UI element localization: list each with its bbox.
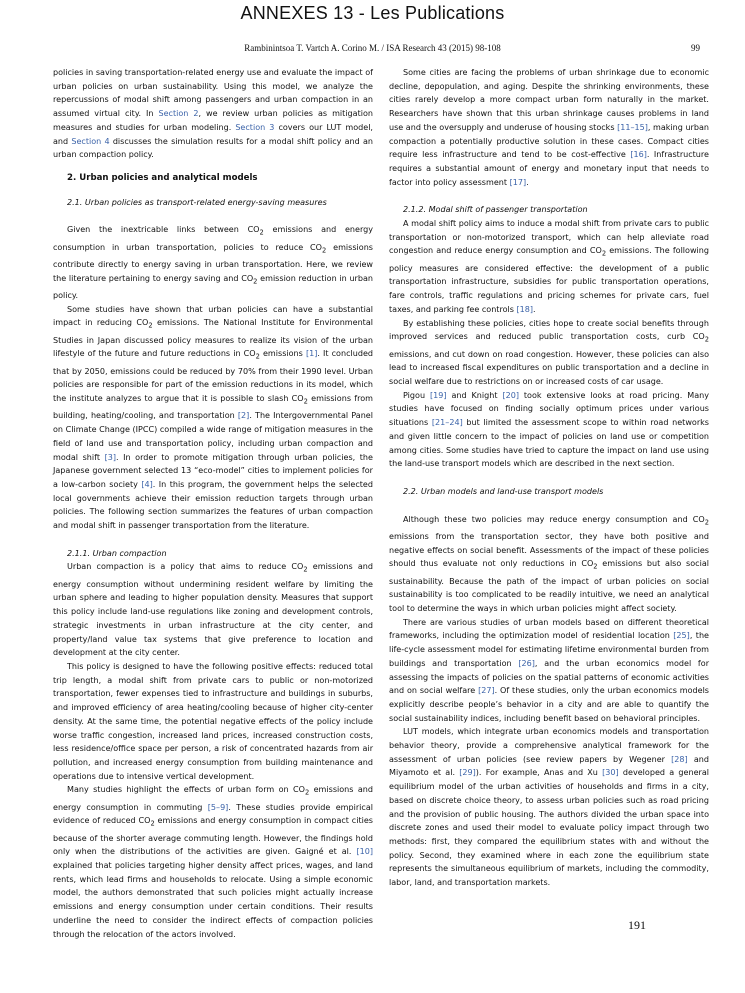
subscript: 2 <box>259 228 264 237</box>
citation-link[interactable]: [27] <box>478 686 495 696</box>
subsection-heading: 2.1. Urban policies as transport-related energy-saving measures <box>67 197 327 207</box>
citation-link[interactable]: [28] <box>671 754 688 764</box>
paragraph: LUT models, which integrate urban economics models and transportation behavior theory, provide a comprehensive analytical framework for the assessment of urban policies (see review papers by Wegener [28] and Miyamoto et al. [29]). For example, Anas and Xu [30] developed a general equilibrium model of the urban activities of households and firms in a city, based on discrete choice theory, to assess urban policies such as road pricing and the provision of public housing. The authors divided the urban space into discrete zones and used their model to evaluate policy impact through two methods: first, they compared the equilibrium states with and without the policy. Second, they examined where in each zone the equilibrium state represents the simultaneous equilibrium of markets, including the commodity, labor, land, and transportation markets. <box>389 727 709 888</box>
citation-link[interactable]: [3] <box>104 452 116 462</box>
footer-page-number: 191 <box>628 918 646 932</box>
paragraph: Pigou [19] and Knight [20] took extensive looks at road pricing. Many studies have focused on finding socially optimum prices under various situations [21–24] but limited the assessment scope to within road networks and given little concern to the impact of policies on land use or competition among cities. Some studies have tried to capture the impact on land use using the land-use transport models which are described in the next section. <box>389 390 709 469</box>
subscript: 2 <box>704 518 709 527</box>
running-head: Rambinintsoa T. Vartch A. Corino M. / ISA Research 43 (2015) 98-108 <box>244 43 501 53</box>
paragraph: This policy is designed to have the following positive effects: reduced total trip length, a modal shift from private cars to public or non-motorized transportation, fewer expenses tied to infrastructure and buildings in suburbs, and improved efficiency of area heating/cooling because of higher city-center density. At the same time, the potential negative effects of the policy include worse traffic congestion, increased land prices, increased construction costs, less residence/office space per person, a risk of concentrated hazards from air pollution, and increased energy consumption from building maintenance and operations due to intensive vertical development. <box>53 661 373 781</box>
citation-link[interactable]: Section 3 <box>235 122 275 132</box>
paragraph: Given the inextricable links between $CO_2$ emissions and energy consumption in urban transportation, policies to reduce $CO_2$ emissions contribute directly to energy saving in urban transportation. Here, we review the literature pertaining to energy saving and $CO_2$ emission reduction in urban policy. <box>53 225 373 300</box>
paragraph: By establishing these policies, cities hope to create social benefits through improved services and reduced public transportation costs, curb $CO_2$ emissions, and cut down on road congestion. However, these policies can also lead to increased fiscal expenditures on public transportation and a decline in social welfare due to restrictions on or increased costs of car usage. <box>389 318 709 386</box>
citation-link[interactable]: [18] <box>516 304 534 314</box>
citation-link[interactable]: [19] <box>429 390 447 400</box>
paragraph: Some studies have shown that urban policies can have a substantial impact in reducing $CO_2$ emissions. The National Institute for Environmental Studies in Japan discussed policy measures to realize its vision of the urban lifestyle of the future and future reductions in $CO_2$ emissions [1]. It concluded that by 2050, emissions could be reduced by 70% from their 1990 level. Urban policies are responsible for part of the emission reductions in its model, which the institute analyzes to argue that it is possible to slash $CO_2$ emissions from building, heating/cooling, and transportation [2]. The Intergovernmental Panel on Climate Change (IPCC) compiled a wide range of mitigation measures in the field of land use and transportation policy, including urban compaction and modal shift [3]. In order to promote mitigation through urban policies, the Japanese government selected 13 “eco-model” cities to implement policies for a low-carbon society [4]. In this program, the government helps the selected local governments achieve their emission reduction targets through urban policies. The following section summarizes the features of urban compaction and modal shift in passenger transportation from the literature. <box>53 304 374 531</box>
page-title: ANNEXES 13 - Les Publications <box>240 3 505 23</box>
paragraph: Many studies highlight the effects of urban form on $CO_2$ emissions and energy consumption in commuting [5–9]. These studies provide empirical evidence of reduced $CO_2$ emissions and energy consumption in compact cities because of the shorter average commuting length. However, the findings hold only when the distributions of the activities are given. Gaigné et al. [10] explained that policies targeting higher density affect prices, wages, and land rents, which lead firms and households to relocate. Using a simple economic model, the authors demonstrated that such policies might actually increase emissions and energy consumption under certain conditions. Their results underline the need to consider the indirect effects of compaction policies through the relocation of the actors involved. <box>53 785 373 939</box>
paragraph: Although these two policies may reduce energy consumption and $CO_2$ emissions from the transportation sector, they have both positive and negative effects on social benefit. Assessments of the impact of these policies should thus evaluate not only reductions in $CO_2$ emissions but also social sustainability. Because the path of the impact of urban policies on social sustainability is too complicated to be readily intuitive, we need an analytical tool to determine the ways in which urban policies might affect society. <box>389 514 709 614</box>
subscript: 2 <box>322 246 327 255</box>
citation-link[interactable]: [30] <box>602 768 619 778</box>
paragraph: Urban compaction is a policy that aims to reduce $CO_2$ emissions and energy consumption without undermining resident welfare by limiting the urban sphere and leading to higher population density. Measures that support this policy include land-use regulations like zoning and development controls, strategic investments in urban infrastructure at the city center, and property/land value tax systems that give preference to location and development at the city center. <box>53 562 373 658</box>
subsubsection-heading: 2.1.1. Urban compaction <box>67 548 167 558</box>
citation-link[interactable]: [4] <box>141 479 153 489</box>
subscript: 2 <box>304 788 310 797</box>
citation-link[interactable]: [11–15] <box>617 122 648 132</box>
subscript: 2 <box>303 397 308 406</box>
citation-link[interactable]: [5–9] <box>207 802 229 812</box>
section-heading: 2. Urban policies and analytical models <box>67 172 258 183</box>
citation-link[interactable]: Section 2 <box>158 109 199 119</box>
subscript: 2 <box>704 335 709 344</box>
subscript: 2 <box>255 353 260 361</box>
citation-link[interactable]: [16] <box>630 150 647 160</box>
subscript: 2 <box>593 562 598 571</box>
paragraph: A modal shift policy aims to induce a modal shift from private cars to public transportation or non-motorized transport, which can help alleviate road congestion and reduce energy consumption and $CO_2$ emissions. The following policy measures are considered effective: the development of a public transportation infrastructure, subsidies for public transportation operations, fare controls, traffic regulations and pricing schemes for private cars, fuel taxes, and parking fee controls [18]. <box>389 219 709 314</box>
subsection-heading: 2.2. Urban models and land-use transport models <box>403 486 604 496</box>
citation-link[interactable]: [17] <box>509 177 527 187</box>
subscript: 2 <box>601 250 607 259</box>
citation-link[interactable]: Section 4 <box>71 136 110 146</box>
subscript: 2 <box>253 277 258 286</box>
citation-link[interactable]: [1] <box>305 349 318 359</box>
paragraph: policies in saving transportation-related energy use and evaluate the impact of urban policies on urban sustainability. Using this model, we analyze the repercussions of modal shift among passengers and urban compaction in an assumed virtual city. In Section 2, we review urban policies as mitigation measures and studies for urban modeling. Section 3 covers our LUT model, and Section 4 discusses the simulation results for a modal shift policy and an urban compaction policy. <box>53 68 374 160</box>
page-number: 99 <box>691 43 700 53</box>
citation-link[interactable]: [20] <box>502 390 519 400</box>
citation-link[interactable]: [25] <box>673 631 690 641</box>
subscript: 2 <box>303 566 308 575</box>
citation-link[interactable]: [2] <box>237 411 250 421</box>
left-column <box>53 66 373 941</box>
right-column <box>389 66 709 890</box>
subscript: 2 <box>150 819 155 828</box>
subsubsection-heading: 2.1.2. Modal shift of passenger transportation <box>403 205 588 215</box>
citation-link[interactable]: [10] <box>356 847 373 857</box>
subscript: 2 <box>148 321 153 330</box>
citation-link[interactable]: [26] <box>518 658 535 668</box>
paragraph: There are various studies of urban models based on different theoretical frameworks, including the optimization model of residential location [25], the life-cycle assessment model for estimating lifetime environmental burden from buildings and transportation [26], and the urban economics model for assessing the impacts of policies on the spatial patterns of economic activities and on social welfare [27]. Of these studies, only the urban economics models explicitly describe people’s behavior in a city and are able to quantify the social sustainability indices, including benefit based on behavioral principles. <box>389 617 709 723</box>
citation-link[interactable]: [21–24] <box>431 418 463 428</box>
paragraph: Some cities are facing the problems of urban shrinkage due to economic decline, depopulation, and aging. Despite the shrinking environments, these cities rarely develop a more compact urban form naturally in the market. Researchers have shown that this urban shrinkage causes problems in land use and the oversupply and underuse of housing stocks [11–15], making urban compaction a potentially productive solution in these cases. Compact cities require less infrastructure and tend to be cost-effective [16]. Infrastructure requires a substantial amount of energy and monetary input that needs to factor into policy assessment [17]. <box>389 68 709 187</box>
citation-link[interactable]: [29] <box>459 768 476 778</box>
